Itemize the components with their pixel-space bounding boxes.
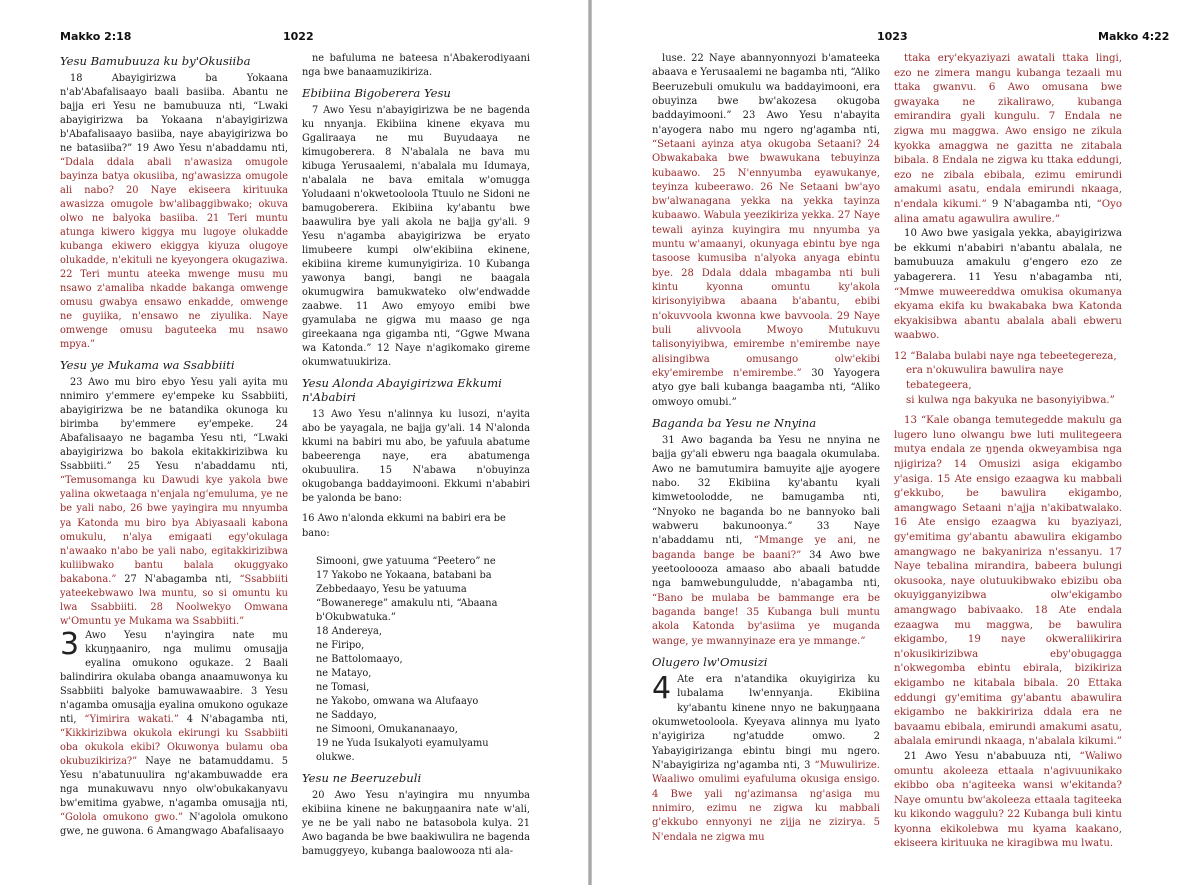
verse-text: 7 Awo Yesu n'abayigirizwa be ne bagenda ku nnyanja. Ekibiina kinene ekyava mu Ggaliraaya ne mu Buyudaaya ne kimugoberera. 8 N'abalala ne bava mu kibuga Yerusaalemi, n'abalala mu Idumaya, n'abalala ne bava emitala w'omugga Yoludaani n'okwetooloola Ttuulo ne Sidoni ne bamugoberera. Ekibiina ky'abantu bwe baawulira bye yali akola ne bajja gy'ali. 9 Yesu n'agamba abayigirizwa be eryato limubeere kumpi olw'ekibiina ekinene, ekibiina kireme kumunyigiriza. 10 Kubanga yawonya bangi, bangi ne baagala okumugwira bamukwateko olw'endwadde zaabwe. 11 Awo emyoyo emibi bwe gyamulaba ne gigwa mu maaso ge nga gireekaana nga gigamba nti, “Ggwe Mwana wa Katonda.” 12 Naye n'agikomako gireme okumwatuukiriza.: [302, 105, 530, 369]
verse-text: 21 Awo Yesu n'ababuuza nti,: [904, 750, 1080, 762]
chapter-number: 3: [60, 626, 80, 662]
jesus-words-text: 13 “Kale obanga temutegedde makulu ga lugero luno olwangu bwe luti mulitegeera mutya endala ze ŋŋenda okweyambisa nga njigiriza? 14 Omusizi asiga ekigambo y'asiga. 15 Ate ensigo ezaagwa ku mabbali g'ekkubo, be bawulira ekigambo, amangwago Setaani n'ajja n'akibatwalako. 16 Ate ensigo ezaagwa ku byaziyazi, gy'emitima gy'abantu abawulira ekigambo amangwago ne bakyaniriza n'essanyu. 17 Naye tebalina mirandira, babeera bulungi okusooka, naye olutuukibwako ebizibu oba okuyigganyizibwa olw'ekigambo amangwago babivaako. 18 Ate endala ezaagwa mu maggwa, be bawulira ekigambo, 19 naye okweraliikirira n'okusikirizibwa eby'obugagga n'okwegomba ebintu ebirala, bizikiriza ekigambo ne kitabala bibala. 20 Ettaka eddungi gy'emitima gy'abantu abawulira ekigambo ne bakkiririza ddala era ne bavaamu ebibala, emirundi amakumi asatu, abalala emirundi nkaaga, n'abalala kikumi.”: [894, 415, 1122, 748]
verse-text: 13 Awo Yesu n'alinnya ku lusozi, n'ayita abo be yayagala, ne bajja gy'ali. 14 N'alonda kkumi na babiri mu abo, be yafuula abatume babeerenga naye, era abatumenga okubuulira. 15 N'abawa n'obuyinza okugobanga baddayimooni. Ekkumi n'ababiri be yalonda be bano:: [302, 409, 530, 505]
verse-text: 31 Awo baganda ba Yesu ne nnyina ne bajja gy'ali ebweru nga baagala okumulaba. Awo ne bamutumira bamuyite ajje ayogere nabo. 32 Ekibiina ky'abantu kyali kimwetoolodde, ne bamugamba nti, “Nnyoko ne baganda bo ne bannyoko bali wabweru bakunoonya.”: [652, 435, 880, 532]
section-heading: Yesu ye Mukama wa Ssabbiiti: [60, 358, 235, 373]
verse-text: ne Battolomaayo,: [316, 653, 403, 665]
page-number-right: 1023: [877, 30, 908, 43]
right-column-1: [652, 52, 880, 845]
jesus-words-text: “Mmwe muweereddwa omukisa okumanya ekyama ekifa ku bwakabaka bwa Katonda ekyakisibwa abantu abalala abali ebweru waabwo.: [894, 286, 1122, 342]
verse-text: 17 Yakobo ne Yokaana, batabani ba Zebbedaayo, Yesu be yatuuma “Bowanerege” amakulu nti, “Abaana b'Okubwatuka.”: [316, 569, 498, 623]
paragraph: [302, 52, 530, 80]
verse-text: 27 N'abagamba nti,: [116, 573, 240, 585]
verse-text: 18 Andereya,: [316, 625, 383, 637]
jesus-words-text: “Waliwo omuntu akoleeza ettaala n'agivuunikako ekibbo oba n'agiteeka wansi w'ekitanda? Naye omuntu bw'akoleeza ettaala tagiteeka ku kikondo waggulu? 22 Kubanga buli kintu kyonna ekikolebwa mu kyama kaakano, ekiseera kirituuka ne kiragibwa mu lwatu.: [894, 750, 1122, 850]
right-column-2: [894, 52, 1122, 852]
jesus-words-text: “Oyo alina amatu agawulira awulire.”: [894, 198, 1122, 225]
verse-text: ne Simooni, Omukananaayo,: [316, 723, 458, 735]
verse-text: 23 Awo Yesu n'abayita n'ayogera nabo mu ngero ng'agamba nti,: [652, 110, 880, 136]
verse-text: 34 Awo bwe yeetooloooza amaaso abo abaali batudde nga bamwebunguludde, n'abagamba nti,: [652, 549, 880, 590]
paragraph: [894, 52, 1122, 227]
page-number-left: 1022: [283, 30, 314, 43]
running-head-left: Makko 2:18: [60, 30, 132, 43]
verse-text: ne Saddayo,: [316, 709, 377, 721]
jesus-words-text: ttaka ery'ekyaziyazi awatali ttaka lingi, ezo ne zimera mangu kubanga tezaali mu ttaka gwanvu. 6 Awo omusana bwe gwayaka ne zikalirawo, kubanga emirandira gyali kungulu. 7 Endala ne zigwa mu maggwa. Awo ensigo ne zikula kyokka amaggwa ne gazitta ne zitabala bibala. 8 Endala ne zigwa ku ttaka eddungi, ezo ne zibala ebibala, ezimu emirundi amakumi asatu, endala emirundi nkaaga, n'endala kikumi.”: [894, 53, 1122, 210]
chapter-number: 4: [652, 671, 672, 707]
paragraph: [60, 72, 288, 352]
running-head-right: Makko 4:22: [1098, 30, 1170, 43]
left-column-1: [60, 52, 288, 839]
jesus-words-text: “Golola omukono gwo.”: [60, 811, 183, 823]
verse-text: ne Yakobo, omwana wa Alufaayo: [316, 695, 479, 707]
jesus-words-text: “Ssabbiiti yateekebwawo lwa muntu, so si omuntu ku lwa Ssabbiiti. 28 Noolwekyo Omwana w'Omuntu ye Mukama wa Ssabbiiti.”: [60, 573, 288, 627]
paragraph: [302, 789, 530, 859]
verse-text: 16 Awo n'alonda ekkumi na babiri era be bano:: [302, 513, 506, 539]
verse-text: 19 ne Yuda Isukalyoti eyamulyamu olukwe.: [316, 737, 489, 763]
verse-text: Simooni, gwe yatuuma “Peetero” ne: [316, 555, 496, 567]
verse-text: 4 N'abagamba nti,: [178, 713, 288, 725]
jesus-words-text: “Kikkirizibwa okukola ekirungi ku Ssabbiiti oba okukola ekibi? Okuwonya bulamu oba okubuzikiriza?”: [60, 727, 288, 767]
verse-text: 10 Awo bwe yasigala yekka, abayigirizwa be ekkumi n'ababiri n'abantu abalala, ne bamubuuza amakulu g'engero ezo ze yabagerera. 11 Yesu n'abagamba nti,: [894, 228, 1122, 283]
chapter-paragraph: [652, 673, 880, 845]
chapter-paragraph: [60, 626, 288, 839]
poetry-block: [894, 350, 1122, 408]
verse-text: ne Firipo,: [316, 639, 365, 651]
paragraph: [60, 376, 288, 628]
verse-text: ne Matayo,: [316, 667, 372, 679]
jesus-words-text: “Bano be mulaba be bammange era be baganda bange! 35 Kubanga buli muntu akola Katonda by'asiima ye muganda wange, ye mwannyinaze era ye mmange.”: [652, 592, 880, 647]
section-heading: Yesu ne Beeruzebuli: [302, 770, 422, 785]
jesus-words-text: “Yimirira wakati.”: [84, 713, 179, 725]
paragraph: [302, 408, 530, 506]
section-heading: Ebibiina Bigoberera Yesu: [302, 86, 451, 101]
verse-text: 33 Naye n'abaddamu nti,: [652, 521, 880, 547]
verse-text: luse. 22 Naye abannyonnyozi b'amateeka abaava e Yerusaalemi ne bagamba nti, “Aliko Beeruzebuli omukulu wa baddayimooni, era obuyinza bwe bw'akozesa okugoba baddayimooni.”: [652, 53, 880, 122]
verse-text: 9 N'abagamba nti,: [986, 198, 1097, 210]
jesus-words-text: “Ddala ddala abali n'awasiza omugole bayinza batya okusiiba, ng'awasizza omugole ali nabo? 20 Naye ekiseera kirituuka awasizza omugole bw'alibaggibwako; okuva olwo ne balyoka basiiba. 21 Teri muntu atunga kiwero kiggya mu lugoye olukadde kubanga ekiwero ekiggya kiyuza olugoye olukadde, n'ekituli ne kyeyongera okugaziwa. 22 Teri muntu ateeka mwenge musu mu nsawo z'amaliba nkadde bakanga omwenge omusu gwabya ensawo enkadde, omwenge ne guyiika, n'ensawo ne ziyulika. Naye omwenge omusu baguteeka mu nsawo mpya.”: [60, 157, 288, 351]
verse-text: 18 Abayigirizwa ba Yokaana n'ab'Abafalisaayo baali basiiba. Abantu ne bajja eri Yesu ne bamubuuza nti, “Lwaki abayigirizwa ba Yokaana n'abayigirizwa b'Abafalisaayo basiiba, naye abayigirizwa bo ne batasiiba?” 19 Awo Yesu n'abaddamu nti,: [60, 73, 288, 155]
section-heading: Yesu Bamubuuza ku by'Okusiiba: [60, 54, 251, 68]
paragraph: [652, 434, 880, 649]
verse-text: 20 Awo Yesu n'ayingira mu nnyumba ekibiina kinene ne bakuŋŋaanira nate w'ali, ye ne be yali nabo ne batasobola kulya. 21 Awo baganda be bwe baakiwulira ne bagenda bamuggyeyo, kubanga baalowooza nti ala-: [302, 789, 530, 857]
left-column-2: [302, 52, 530, 859]
verse-text: ne Tomasi,: [316, 681, 370, 693]
jesus-words-text: “Muwulirize. Waaliwo omulimi eyafuluma okusiga ensigo. 4 Bwe yali ng'azimansa ng'asiga mu nnimiro, ezimu ne zigwa ku mabbali g'ekkubo ennyonyi ne zijja ne zizirya. 5 N'endala ne zigwa mu: [652, 760, 880, 843]
verse-text: ne bafuluma ne bateesa n'Abakerodiyaani nga bwe banaamuzikiriza.: [302, 53, 530, 79]
paragraph: [652, 52, 880, 410]
section-heading: Yesu Alonda Abayigirizwa Ekkumi n'Ababiri: [302, 376, 502, 405]
verse-text: Awo Yesu n'ayingira nate mu kkuŋŋaaniro, nga mulimu omusajja eyalina omukono ogukaze. 2 Baali balindirira okulaba obanga anaamuwonya ku Ssabbiiti balyoke bamuwawaabire. 3 Yesu n'agamba omusajja eyalina omukono ogukaze nti,: [60, 629, 288, 725]
paragraph: [894, 750, 1122, 852]
jesus-words-text: “Mmange ye ani, ne baganda bange be baani?”: [652, 535, 880, 561]
paragraph: [894, 414, 1122, 750]
verse-text: Naye ne batamuddamu. 5 Yesu n'abatunuulira ng'akambuwadde era nga munakuwavu nnyo olw'obukakanyavu bw'emitima gyabwe, n'agamba omusajja nti,: [60, 755, 288, 809]
verse-text: N'agolola omukono gwe, ne guwona. 6 Amangwago Abafalisaayo: [60, 811, 288, 837]
verse-text: [302, 541, 530, 555]
verse-text: Ate era n'atandika okuyigiriza ku lubalama lw'ennyanja. Ekibiina ky'abantu kinene nnyo ne bakuŋŋaana okumwetooloola. Kyeyava alinnya mu lyato n'ayigiriza ng'atudde omwo. 2 Yabayigirizanga ebintu bingi mu ngero. N'abayigiriza ng'agamba nti, 3: [652, 674, 880, 771]
paragraph: [302, 104, 530, 370]
jesus-words-text: era n'okuwulira bawulira naye tebategeera,: [906, 365, 1064, 392]
jesus-words-text: “Temusomanga ku Dawudi kye yakola bwe yalina okwetaaga n'enjala ng'emuluma, ye ne be yali nabo, 26 bwe yayingira mu nnyumba ya Katonda mu biro bya Abiyasaali kabona omukulu, n'alya emigaati egy'okulaga n'awaako n'abo be yali nabo, egitakkirizibwa kuliibwako bantu balala okuggyako bakabona.”: [60, 475, 288, 585]
jesus-words-text: “Setaani ayinza atya okugoba Setaani? 24 Obwakabaka bwe bwawukana tebuyinza kubaawo. 25 N'ennyumba eyawukanye, teyinza kubeerawo. 26 Ne Setaani bw'ayo bw'alwanagana yekka na yekka tayinza kubaawo. Wabula yeezikiriza yekka. 27 Naye tewali ayinza kuyingira mu nnyumba ya muntu w'amaanyi, okunyaga ebintu bye nga tasoose kumusiba n'alyoka anyaga ebintu bye. 28 Ddala ddala mbagamba nti buli kintu kyonna omuntu ky'akola kirisonyiyibwa abaana b'abantu, ebibi n'okuvvoola kwonna kwe bavvoola. 29 Naye buli alivvoola Mwoyo Mutukuvu talisonyiyibwa, emirembe n'emirembe naye alisingibwa omusango olw'ekibi eky'emirembe n'emirembe.”: [652, 138, 880, 379]
jesus-words-text: si kulwa nga bakyuka ne basonyiyibwa.”: [906, 394, 1115, 406]
right-page: [592, 0, 1180, 885]
section-heading: Olugero lw'Omusizi: [652, 654, 768, 669]
left-page: [0, 0, 588, 885]
jesus-words-text: 12 “Balaba bulabi naye nga tebeetegereza,: [894, 350, 1117, 362]
verse-text: 30 Yayogera atyo gye bali kubanga baagamba nti, “Aliko omwoyo omubi.”: [652, 367, 880, 408]
section-heading: Baganda ba Yesu ne Nnyina: [652, 415, 817, 430]
verse-text: 23 Awo mu biro ebyo Yesu yali ayita mu nnimiro y'emmere ey'empeke ku Ssabbiiti, abayigirizwa be ne batandika okunoga ku birimba by'emmere ey'empeke. 24 Abafalisaayo ne bagamba Yesu nti, “Lwaki abayigirizwa bo bakola ekitakkirizibwa ku Ssabbiiti.” 25 Yesu n'abaddamu nti,: [60, 377, 288, 473]
poetry-block: [302, 512, 530, 764]
paragraph: [894, 227, 1122, 344]
